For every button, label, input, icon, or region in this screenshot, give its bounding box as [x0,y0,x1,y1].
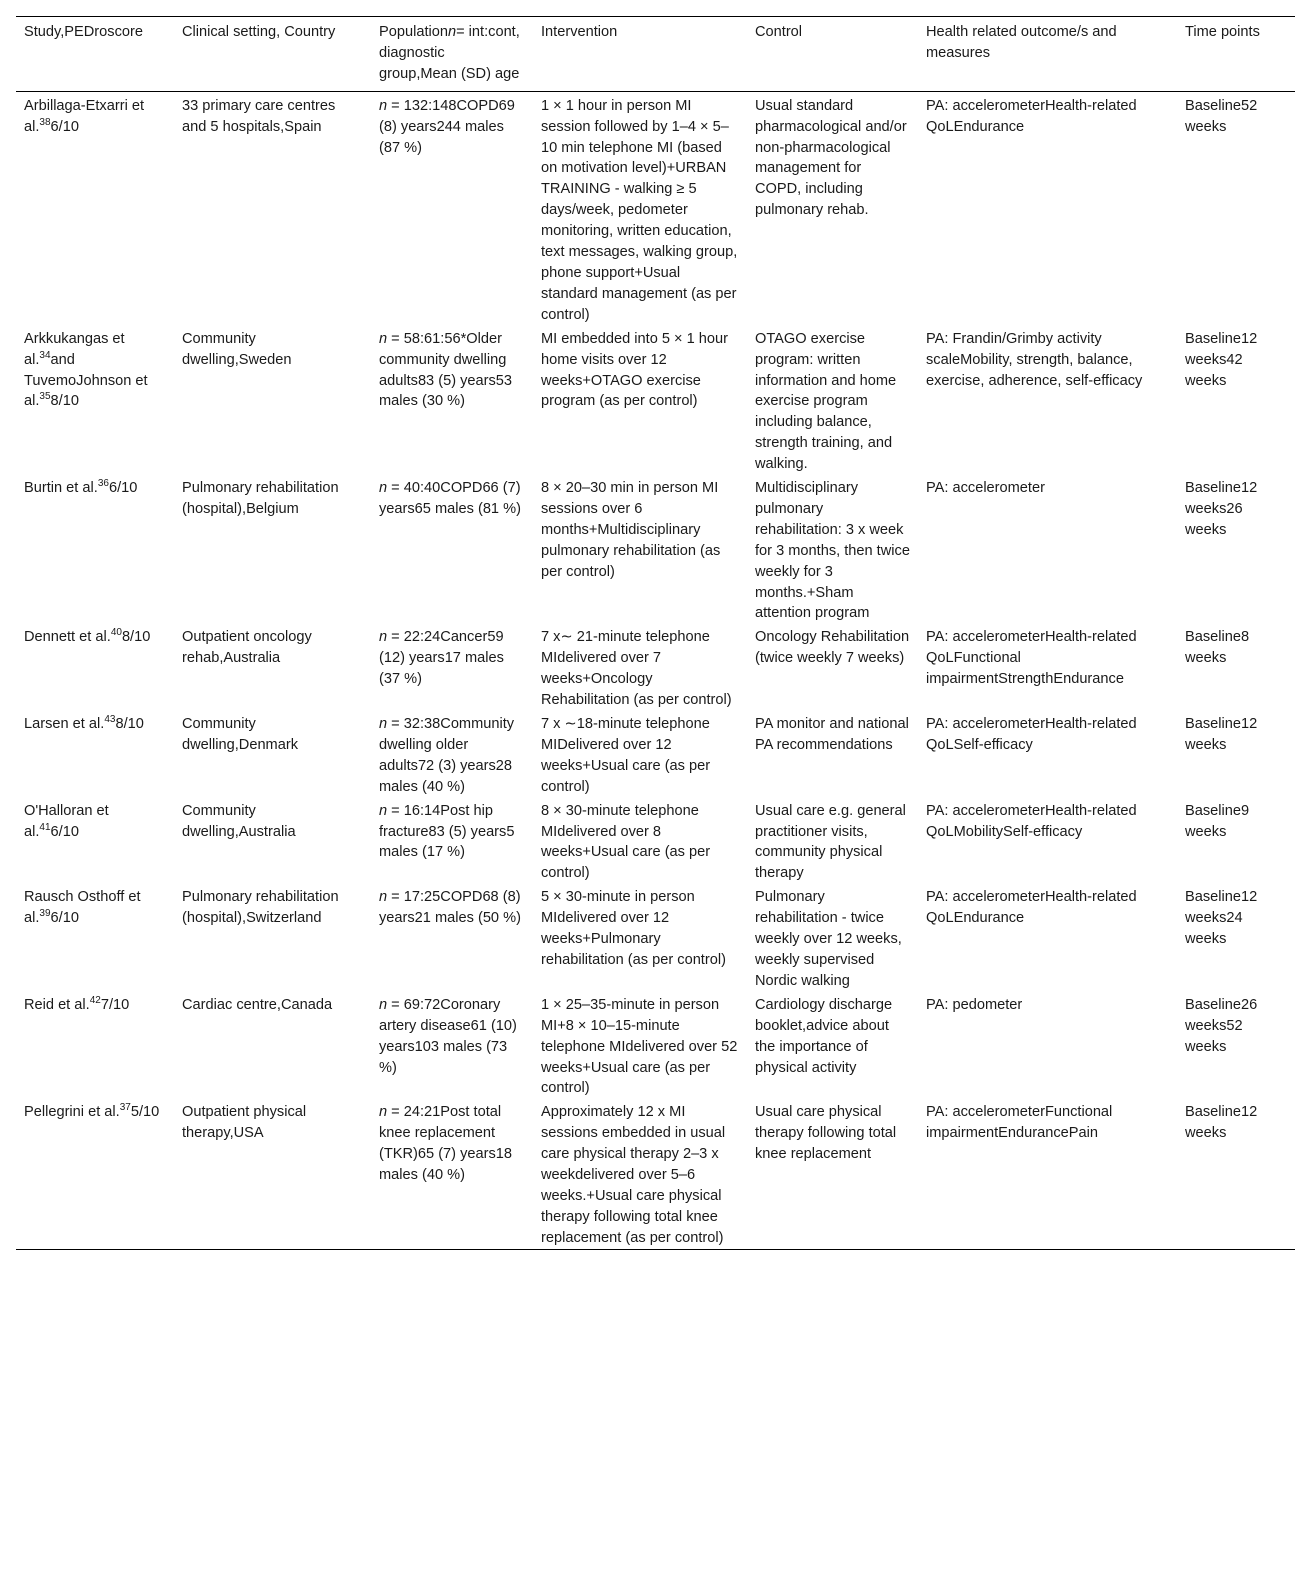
cell-setting: Community dwelling,Denmark [182,716,298,753]
header-timepoints: Time points [1185,24,1260,40]
cell-outcomes: PA: accelerometerHealth-related QoLEndurance [926,889,1137,927]
cell-intervention: 1 × 25–35-minute in person MI+8 × 10–15-minute telephone MIdelivered over 52 weeks+Usual care (as per control) [541,996,738,1097]
population-n: n [379,996,388,1013]
cell-control: OTAGO exercise program: written information and home exercise program including balance, strength training, and walking. [755,330,897,473]
cell-population [371,992,533,1100]
study-ref-2: 35 [39,391,51,403]
header-setting: Clinical setting, Country [182,24,336,40]
population-text: = 16:14Post hip fracture83 (5) years5 males (17 %) [379,802,515,861]
cell-setting: Community dwelling,Australia [182,802,296,840]
study-score: 6/10 [50,910,79,927]
cell-timepoints: Baseline26 weeks52 weeks [1185,996,1258,1055]
cell-outcomes: PA: accelerometerHealth-related QoLEndurance [926,97,1137,135]
cell-timepoints: Baseline12 weeks42 weeks [1185,330,1258,389]
study-ref: 36 [97,478,109,490]
study-ref: 41 [39,821,51,833]
study-ref: 34 [39,349,51,361]
population-text: = 58:61:56*Older community dwelling adults83 (5) years53 males (30 %) [379,330,513,410]
table-body [16,91,1295,1249]
study-score: 7/10 [100,996,130,1013]
table-row [16,884,1295,992]
cell-control: Pulmonary rehabilitation - twice weekly over 12 weeks, weekly supervised Nordic walking [755,889,902,989]
population-text: = 132:148COPD69 (8) years244 males (87 %) [379,97,515,156]
cell-study [16,992,174,1100]
study-name: Reid et al. [24,996,90,1013]
study-name: O'Halloran et al. [24,802,109,840]
cell-timepoints: Baseline52 weeks [1185,97,1258,135]
study-name: Rausch Osthoff et al. [24,889,141,927]
cell-intervention: 8 × 30-minute telephone MIdelivered over 8 weeks+Usual care (as per control) [541,802,711,882]
population-text: = 40:40COPD66 (7) years65 males (81 %) [379,480,521,517]
cell-intervention: 8 × 20–30 min in person MI sessions over 6 months+Multidisciplinary pulmonary rehabilitation (as per control) [541,480,721,580]
table-row [16,624,1295,711]
cell-population [371,91,533,325]
study-ref: 43 [104,714,116,726]
study-name: Larsen et al. [24,716,105,732]
cell-timepoints: Baseline12 weeks [1185,716,1258,753]
table-row [16,326,1295,475]
header-control: Control [755,24,803,40]
cell-intervention: 1 × 1 hour in person MI session followed by 1–4 × 5–10 min telephone MI (based on motivation level)+URBAN TRAINING - walking ≥ 5 days/week, pedometer monitoring, written education, text messages, walking group, phone support+Usual standard management (as per control) [541,97,738,323]
study-score: 6/10 [50,118,79,135]
cell-study [16,475,174,624]
cell-control: Usual care physical therapy following total knee replacement [755,1104,897,1163]
header-outcomes: Health related outcome/s and measures [926,24,1117,61]
cell-outcomes: PA: accelerometerFunctional impairmentEndurancePain [926,1104,1113,1142]
population-n: n [379,1104,388,1121]
population-n: n [379,97,388,114]
cell-study [16,798,174,885]
table-row [16,91,1295,325]
cell-intervention: Approximately 12 x MI sessions embedded in usual care physical therapy 2–3 x weekdelivered over 5–6 weeks.+Usual care physical therapy following total knee replacement (as per control) [541,1104,726,1246]
cell-population [371,798,533,885]
population-text: = 22:24Cancer59 (12) years17 males (37 %) [379,629,504,688]
population-n: n [379,480,388,497]
cell-setting: 33 primary care centres and 5 hospitals,Spain [182,97,336,135]
cell-control: Usual care e.g. general practitioner visits, community physical therapy [755,802,906,882]
population-n: n [379,629,388,646]
study-score: 5/10 [130,1104,160,1121]
cell-outcomes: PA: accelerometer [926,480,1045,497]
cell-outcomes: PA: Frandin/Grimby activity scaleMobility, strength, balance, exercise, adherence, self-efficacy [926,330,1143,389]
cell-setting: Pulmonary rehabilitation (hospital),Belgium [182,480,339,517]
study-name: Arkkukangas et al. [24,330,125,368]
cell-population [371,624,533,711]
cell-control: Oncology Rehabilitation (twice weekly 7 weeks) [755,629,910,667]
cell-outcomes: PA: accelerometerHealth-related QoLSelf-efficacy [926,716,1137,753]
study-ref: 40 [110,627,122,639]
cell-control: Multidisciplinary pulmonary rehabilitation: 3 x week for 3 months, then twice weekly for 3 months.+Sham attention program [755,480,910,622]
population-text: = 17:25COPD68 (8) years21 males (50 %) [379,889,521,927]
cell-study [16,711,174,798]
population-text: = 24:21Post total knee replacement (TKR)65 (7) years18 males (40 %) [379,1104,513,1184]
header-population [371,17,533,92]
table-row [16,992,1295,1100]
study-score: 6/10 [108,480,138,497]
cell-intervention: 7 x ∼18-minute telephone MIDelivered over 12 weeks+Usual care (as per control) [541,716,711,795]
cell-outcomes: PA: accelerometerHealth-related QoLMobilitySelf-efficacy [926,802,1137,840]
cell-population [371,1099,533,1249]
header-population-n: n [447,24,457,40]
header-study: Study,PEDroscore [24,24,143,40]
study-ref: 42 [89,994,101,1006]
study-ref: 38 [39,116,51,128]
cell-setting: Cardiac centre,Canada [182,996,333,1013]
cell-control: PA monitor and national PA recommendations [755,716,909,753]
study-score: 6/10 [50,823,79,840]
cell-population [371,326,533,475]
cell-setting: Pulmonary rehabilitation (hospital),Switzerland [182,889,339,927]
population-n: n [379,802,388,819]
cell-timepoints: Baseline12 weeks [1185,1104,1258,1142]
study-ref: 39 [39,908,51,920]
study-name: Arbillaga-Etxarri et al. [24,97,145,135]
cell-population [371,475,533,624]
cell-control: Usual standard pharmacological and/or non-pharmacological management for COPD, including pulmonary rehab. [755,97,907,219]
table-row [16,475,1295,624]
study-score: 8/10 [115,716,144,732]
cell-population [371,711,533,798]
cell-study [16,884,174,992]
cell-timepoints: Baseline12 weeks24 weeks [1185,889,1258,948]
cell-study [16,326,174,475]
study-name-2: and TuvemoJohnson et al. [24,351,148,410]
cell-timepoints: Baseline12 weeks26 weeks [1185,480,1258,538]
header-population-post: = int:cont, diagnostic group,Mean (SD) age [379,24,520,82]
cell-study [16,1099,174,1249]
table-header [16,17,1295,92]
study-score: 8/10 [50,393,79,410]
study-name: Pellegrini et al. [24,1104,120,1121]
cell-intervention: 7 x∼ 21-minute telephone MIdelivered over 7 weeks+Oncology Rehabilitation (as per control) [541,629,732,709]
cell-study [16,624,174,711]
cell-study [16,91,174,325]
table-row [16,798,1295,885]
cell-timepoints: Baseline8 weeks [1185,629,1250,667]
cell-intervention: MI embedded into 5 × 1 hour home visits over 12 weeks+OTAGO exercise program (as per control) [541,330,729,410]
study-ref: 37 [119,1102,131,1114]
cell-intervention: 5 × 30-minute in person MIdelivered over 12 weeks+Pulmonary rehabilitation (as per control) [541,889,726,968]
study-name: Burtin et al. [24,480,98,497]
population-n: n [379,716,388,732]
header-intervention: Intervention [541,24,618,40]
population-text: = 32:38Community dwelling older adults72 (3) years28 males (40 %) [379,716,515,795]
study-score: 8/10 [121,629,151,646]
header-row [16,17,1295,92]
cell-setting: Community dwelling,Sweden [182,330,292,368]
studies-table [16,16,1295,1250]
cell-setting: Outpatient oncology rehab,Australia [182,629,312,667]
population-n: n [379,889,388,906]
cell-population [371,884,533,992]
header-population-pre: Population [379,24,448,40]
population-n: n [379,330,388,347]
population-text: = 69:72Coronary artery disease61 (10) years103 males (73 %) [379,996,517,1076]
study-name: Dennett et al. [24,629,111,646]
cell-control: Cardiology discharge booklet,advice about the importance of physical activity [755,996,893,1076]
table-row [16,711,1295,798]
table-row [16,1099,1295,1249]
cell-setting: Outpatient physical therapy,USA [182,1104,307,1142]
cell-timepoints: Baseline9 weeks [1185,802,1250,840]
cell-outcomes: PA: pedometer [926,996,1023,1013]
cell-outcomes: PA: accelerometerHealth-related QoLFunctional impairmentStrengthEndurance [926,629,1137,688]
